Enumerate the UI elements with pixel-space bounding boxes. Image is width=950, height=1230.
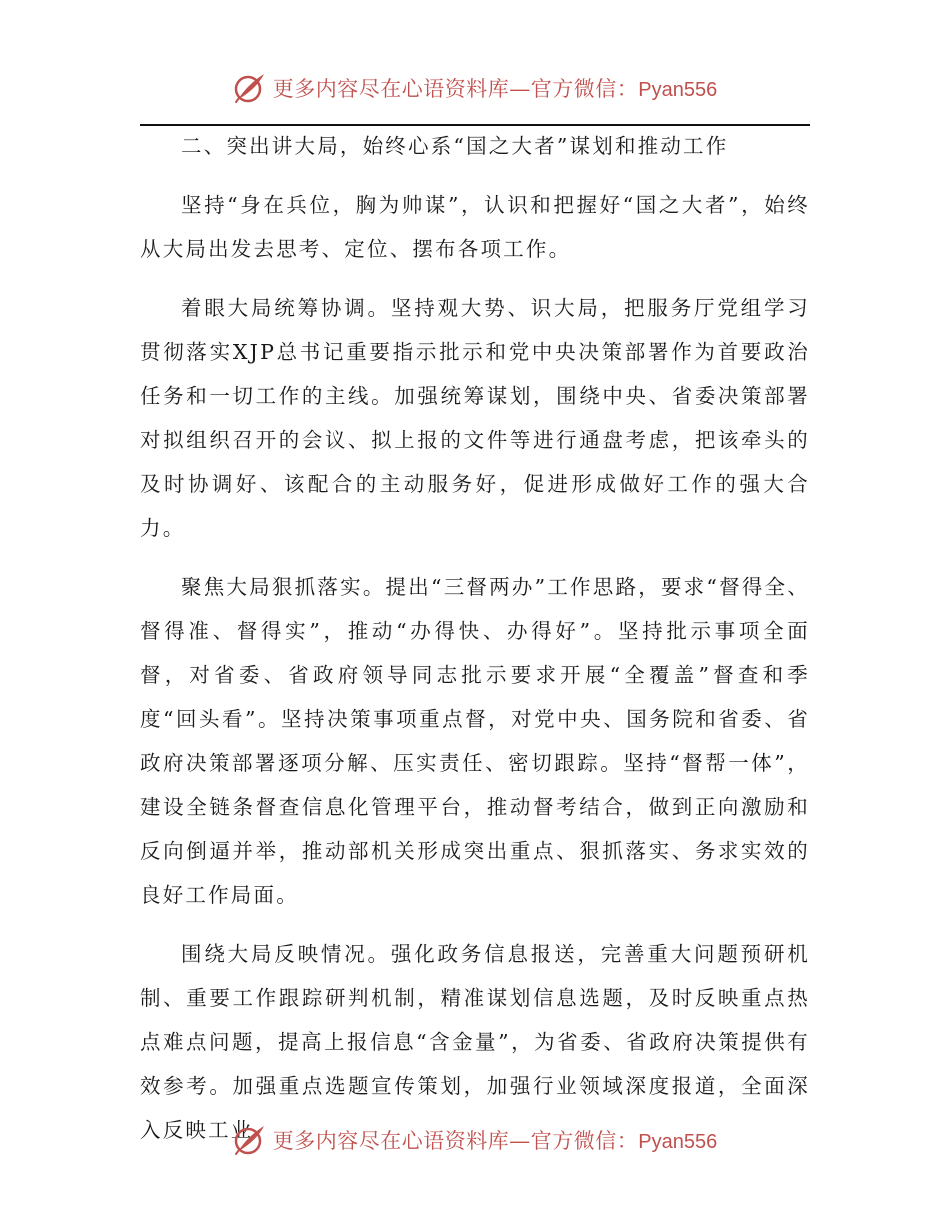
header-watermark-text: 更多内容尽在心语资料库—官方微信：Pyan556 xyxy=(272,77,718,101)
paragraph-2: 着眼大局统筹协调。坚持观大势、识大局，把服务厅党组学习贯彻落实XJP总书记重要指示批示和党中央决策部署作为首要政治任务和一切工作的主线。加强统筹谋划，围绕中央、省委决策部署对拟组织召开的会议、拟上报的文件等进行通盘考虑，把该牵头的及时协调好、该配合的主动服务好，促进形成做好工作的强大合力。 xyxy=(140,296,810,540)
quill-logo-icon xyxy=(233,71,267,105)
document-body xyxy=(140,124,810,1152)
paragraph-1: 坚持“身在兵位，胸为帅谋”，认识和把握好“国之大者”，始终从大局出发去思考、定位、摆布各项工作。 xyxy=(140,193,810,261)
footer-watermark xyxy=(0,1120,950,1160)
quill-logo-icon xyxy=(233,1123,267,1157)
section-heading: 二、突出讲大局，始终心系“国之大者”谋划和推动工作 xyxy=(181,134,729,158)
paragraph-3: 聚焦大局狠抓落实。提出“三督两办”工作思路，要求“督得全、督得准、督得实”，推动“办得快、办得好”。坚持批示事项全面督，对省委、省政府领导同志批示要求开展“全覆盖”督查和季度“回头看”。坚持决策事项重点督，对党中央、国务院和省委、省政府决策部署逐项分解、压实责任、密切跟踪。坚持“督帮一体”，建设全链条督查信息化管理平台，推动督考结合，做到正向激励和反向倒逼并举，推动部机关形成突出重点、狠抓落实、务求实效的良好工作局面。 xyxy=(140,575,810,907)
header-watermark-contact: Pyan556 xyxy=(638,79,718,101)
header-watermark xyxy=(0,68,950,108)
footer-watermark-contact: Pyan556 xyxy=(638,1131,718,1153)
paragraph-4: 围绕大局反映情况。强化政务信息报送，完善重大问题预研机制、重要工作跟踪研判机制，精准谋划信息选题，及时反映重点热点难点问题，提高上报信息“含金量”，为省委、省政府决策提供有效参考。加强重点选题宣传策划，加强行业领域深度报道，全面深入反映工业 xyxy=(140,942,810,1142)
footer-watermark-text: 更多内容尽在心语资料库—官方微信：Pyan556 xyxy=(272,1129,718,1153)
